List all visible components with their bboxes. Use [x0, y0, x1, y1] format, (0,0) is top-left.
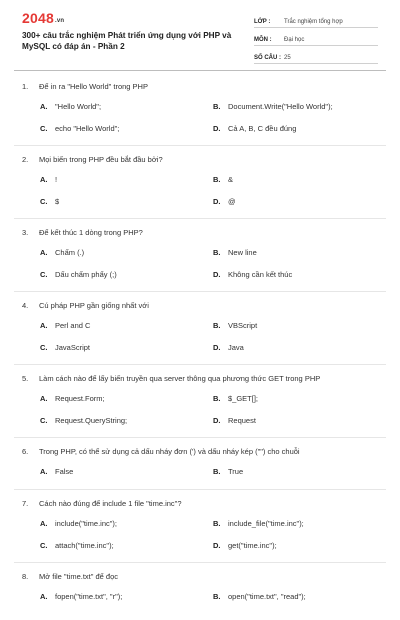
- question-label: Làm cách nào để lấy biến truyền qua server thông qua phương thức GET trong PHP: [39, 374, 321, 383]
- question-text: [22, 228, 382, 237]
- question-divider: [14, 364, 386, 365]
- meta-value: 25: [284, 55, 291, 61]
- question-label: Cú pháp PHP gần giống nhất với: [39, 301, 149, 310]
- answer-option[interactable]: [40, 519, 117, 528]
- option-text: VBScript: [228, 321, 258, 330]
- option-letter: B.: [213, 467, 221, 476]
- question-divider: [14, 489, 386, 490]
- question-item: [0, 224, 400, 297]
- option-letter: C.: [40, 270, 48, 279]
- option-text: Document.Write("Hello World");: [228, 102, 333, 111]
- option-letter: B.: [213, 592, 221, 601]
- option-letter: A.: [40, 248, 48, 257]
- option-letter: B.: [213, 321, 221, 330]
- answer-option[interactable]: [40, 541, 114, 550]
- site-logo[interactable]: [22, 10, 64, 26]
- option-text: $_GET[];: [228, 394, 259, 403]
- option-text: JavaScript: [55, 343, 91, 352]
- option-text: Request: [228, 416, 256, 425]
- question-divider: [14, 562, 386, 563]
- meta-row-subject: [254, 32, 378, 46]
- answer-option[interactable]: [213, 270, 292, 279]
- option-text: &: [228, 175, 234, 184]
- meta-value: Đại học: [284, 37, 305, 43]
- option-letter: D.: [213, 270, 221, 279]
- option-letter: B.: [213, 175, 221, 184]
- question-label: Để kết thúc 1 dòng trong PHP?: [39, 228, 143, 237]
- option-letter: A.: [40, 519, 48, 528]
- question-divider: [14, 218, 386, 219]
- answer-option[interactable]: [213, 541, 277, 550]
- option-text: Request.Form;: [55, 394, 105, 403]
- answer-option[interactable]: [213, 394, 258, 403]
- option-text: New line: [228, 248, 257, 257]
- question-text: [22, 499, 382, 508]
- option-letter: C.: [40, 343, 48, 352]
- question-item: [0, 151, 400, 224]
- question-label: Để in ra "Hello World" trong PHP: [39, 82, 148, 91]
- answer-option[interactable]: [213, 416, 256, 425]
- answer-option[interactable]: [40, 102, 101, 111]
- question-number: 2.: [22, 155, 29, 164]
- option-text: Java: [228, 343, 244, 352]
- option-text: get("time.inc");: [228, 541, 277, 550]
- question-text: [22, 82, 382, 91]
- answer-option[interactable]: [40, 416, 127, 425]
- meta-value: Trắc nghiệm tổng hợp: [284, 19, 343, 25]
- logo-text: 2048: [22, 10, 54, 26]
- answer-option[interactable]: [213, 321, 257, 330]
- meta-label: SỐ CÂU :: [254, 55, 281, 61]
- question-number: 6.: [22, 447, 29, 456]
- option-text: include("time.inc");: [55, 519, 118, 528]
- answer-option[interactable]: [40, 197, 59, 206]
- question-label: Mở file "time.txt" để đọc: [39, 572, 119, 581]
- answer-option[interactable]: [213, 175, 233, 184]
- option-letter: D.: [213, 416, 221, 425]
- option-letter: B.: [213, 394, 221, 403]
- option-letter: C.: [40, 124, 48, 133]
- question-text: [22, 301, 382, 310]
- option-text: Dấu chấm phẩy (;): [55, 270, 117, 279]
- answer-option[interactable]: [40, 248, 84, 257]
- question-text: [22, 447, 382, 456]
- answer-option[interactable]: [213, 197, 236, 206]
- question-text: [22, 374, 382, 383]
- answer-option[interactable]: [213, 343, 244, 352]
- option-text: fopen("time.txt", "r");: [55, 592, 123, 601]
- option-text: Request.QueryString;: [55, 416, 128, 425]
- option-text: $: [55, 197, 60, 206]
- option-text: attach("time.inc");: [55, 541, 114, 550]
- question-number: 1.: [22, 82, 29, 91]
- option-text: Chấm (.): [55, 248, 85, 257]
- option-text: True: [228, 467, 244, 476]
- option-text: open("time.txt", "read");: [228, 592, 306, 601]
- option-text: echo "Hello World";: [55, 124, 120, 133]
- question-text: [22, 572, 382, 581]
- question-number: 4.: [22, 301, 29, 310]
- option-text: Cả A, B, C đều đúng: [228, 124, 297, 133]
- question-item: [0, 495, 400, 568]
- document-header: [0, 0, 400, 70]
- option-text: "Hello World";: [55, 102, 102, 111]
- option-text: False: [55, 467, 74, 476]
- option-letter: C.: [40, 197, 48, 206]
- answer-option[interactable]: [40, 270, 117, 279]
- meta-row-class: [254, 14, 378, 28]
- question-item: [0, 568, 400, 620]
- option-letter: C.: [40, 541, 48, 550]
- question-item: [0, 443, 400, 495]
- question-text: [22, 155, 382, 164]
- question-number: 7.: [22, 499, 29, 508]
- option-letter: A.: [40, 592, 48, 601]
- option-text: include_file("time.inc");: [228, 519, 304, 528]
- logo-tld: .vn: [54, 18, 65, 24]
- question-label: Trong PHP, có thể sử dụng cả dấu nháy đơn (') và dấu nháy kép ("") cho chuỗi: [39, 447, 300, 456]
- option-text: Không cần kết thúc: [228, 270, 293, 279]
- option-letter: A.: [40, 467, 48, 476]
- meta-row-count: [254, 50, 378, 64]
- question-label: Cách nào đúng để include 1 file "time.inc"?: [39, 499, 182, 508]
- answer-option[interactable]: [40, 321, 90, 330]
- option-letter: B.: [213, 248, 221, 257]
- answer-option[interactable]: [40, 175, 57, 184]
- option-letter: A.: [40, 102, 48, 111]
- answer-option[interactable]: [40, 343, 90, 352]
- option-text: @: [228, 197, 236, 206]
- option-letter: D.: [213, 124, 221, 133]
- question-item: [0, 297, 400, 370]
- question-divider: [14, 145, 386, 146]
- option-letter: D.: [213, 541, 221, 550]
- question-item: [0, 370, 400, 443]
- meta-label: LỚP :: [254, 19, 271, 25]
- answer-option[interactable]: [213, 519, 304, 528]
- answer-option[interactable]: [213, 467, 243, 476]
- answer-option[interactable]: [40, 124, 119, 133]
- option-letter: B.: [213, 519, 221, 528]
- question-label: Mọi biến trong PHP đều bắt đầu bởi?: [39, 155, 163, 164]
- option-text: Perl and C: [55, 321, 91, 330]
- option-letter: B.: [213, 102, 221, 111]
- question-number: 8.: [22, 572, 29, 581]
- meta-label: MÔN :: [254, 37, 272, 43]
- answer-option[interactable]: [213, 124, 296, 133]
- meta-info: [254, 14, 378, 68]
- answer-option[interactable]: [40, 467, 73, 476]
- option-letter: D.: [213, 197, 221, 206]
- option-text: !: [55, 175, 58, 184]
- answer-option[interactable]: [213, 248, 257, 257]
- option-letter: D.: [213, 343, 221, 352]
- question-divider: [14, 291, 386, 292]
- answer-option[interactable]: [213, 102, 333, 111]
- option-letter: C.: [40, 416, 48, 425]
- question-item: [0, 78, 400, 151]
- document-title: 300+ câu trắc nghiệm Phát triển ứng dụng với PHP và MySQL có đáp án - Phần 2: [22, 31, 232, 51]
- question-number: 3.: [22, 228, 29, 237]
- header-divider: [14, 70, 386, 71]
- option-letter: A.: [40, 175, 48, 184]
- question-number: 5.: [22, 374, 29, 383]
- option-letter: A.: [40, 394, 48, 403]
- question-divider: [14, 437, 386, 438]
- answer-option[interactable]: [40, 394, 105, 403]
- option-letter: A.: [40, 321, 48, 330]
